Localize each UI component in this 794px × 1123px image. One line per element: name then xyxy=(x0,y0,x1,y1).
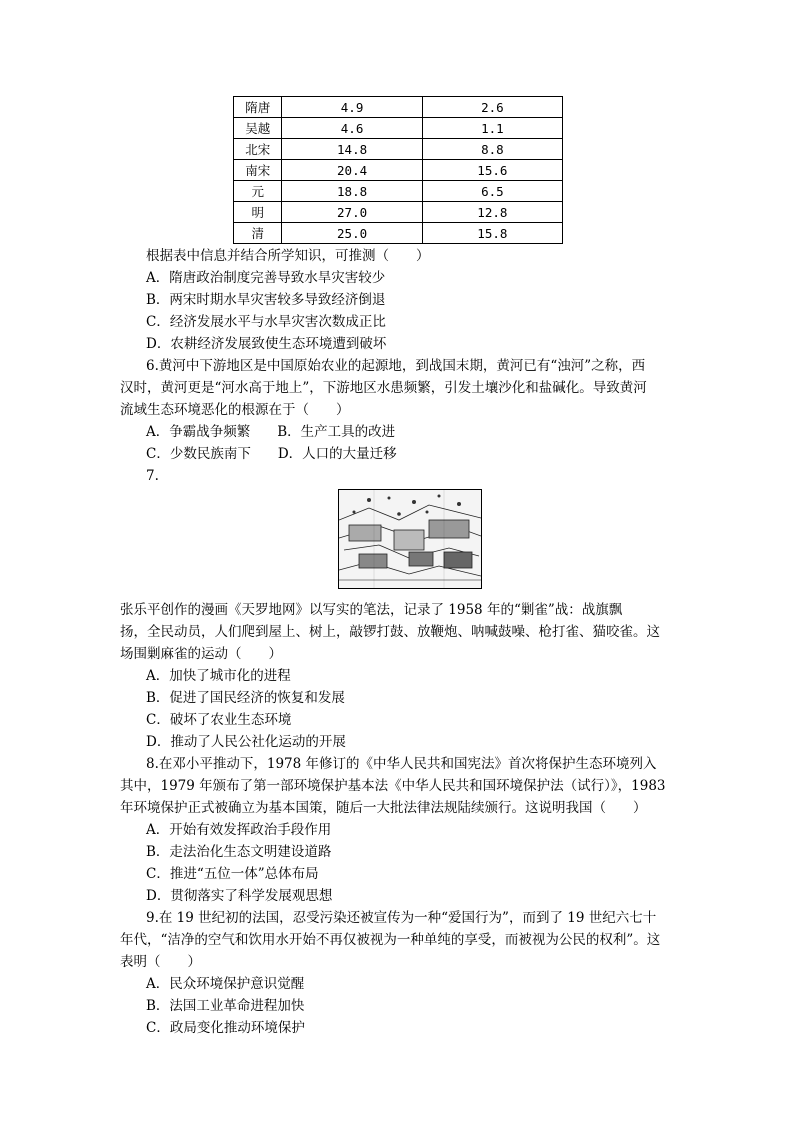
table-cell-value: 4.6 xyxy=(282,118,422,139)
table-cell-dynasty: 明 xyxy=(234,202,282,223)
table-cell-dynasty: 北宋 xyxy=(234,139,282,160)
q8-option-c: C．推进“五位一体”总体布局 xyxy=(146,866,319,882)
q8-stem-line: 8.在邓小平推动下，1978 年修订的《中华人民共和国宪法》首次将保护生态环境列入 xyxy=(146,756,657,772)
table-cell-dynasty: 元 xyxy=(234,181,282,202)
table-cell-value: 14.8 xyxy=(282,139,422,160)
cartoon-illustration xyxy=(338,489,482,589)
table-cell-value: 4.9 xyxy=(282,97,422,118)
table-cell-value: 20.4 xyxy=(282,160,422,181)
q9-option-c: C．政局变化推动环境保护 xyxy=(146,1020,305,1036)
table-cell-value: 15.8 xyxy=(422,223,562,244)
q5-option-d: D．农耕经济发展致使生态环境遭到破坏 xyxy=(146,336,387,352)
table-row xyxy=(234,202,563,223)
table-cell-value: 25.0 xyxy=(282,223,422,244)
q7-option-b: B．促进了国民经济的恢复和发展 xyxy=(146,690,345,706)
table-row xyxy=(234,181,563,202)
disaster-data-table xyxy=(233,96,563,244)
table-cell-dynasty: 吴越 xyxy=(234,118,282,139)
q6-options-ab: A．争霸战争频繁 B．生产工具的改进 xyxy=(146,424,396,440)
table-row xyxy=(234,97,563,118)
table-cell-dynasty: 隋唐 xyxy=(234,97,282,118)
table-cell-value: 2.6 xyxy=(422,97,562,118)
table-cell-value: 15.6 xyxy=(422,160,562,181)
table-row xyxy=(234,118,563,139)
q6-stem-line: 流域生态环境恶化的根源在于（ ） xyxy=(120,402,350,418)
table-cell-value: 27.0 xyxy=(282,202,422,223)
table-cell-value: 18.8 xyxy=(282,181,422,202)
table-row xyxy=(234,223,563,244)
q5-option-a: A．隋唐政治制度完善导致水旱灾害较少 xyxy=(146,270,386,286)
table-cell-value: 6.5 xyxy=(422,181,562,202)
q6-options-cd: C．少数民族南下 D．人口的大量迁移 xyxy=(146,446,397,462)
q9-stem-line: 9.在 19 世纪初的法国，忍受污染还被宣传为一种“爱国行为”，而到了 19 世纪六七十 xyxy=(146,910,657,926)
q7-option-d: D．推动了人民公社化运动的开展 xyxy=(146,734,346,750)
q9-stem-line: 年代，“洁净的空气和饮用水开始不再仅被视为一种单纯的享受，而被视为公民的权利”。这 xyxy=(120,932,661,948)
q8-stem-line: 其中，1979 年颁布了第一部环境保护基本法《中华人民共和国环境保护法（试行）》，1983 xyxy=(120,778,666,794)
q8-option-b: B．走法治化生态文明建设道路 xyxy=(146,844,332,860)
q6-stem-line: 6.黄河中下游地区是中国原始农业的起源地，到战国末期，黄河已有“浊河”之称，西 xyxy=(146,358,646,374)
table-row xyxy=(234,139,563,160)
q8-option-a: A．开始有效发挥政治手段作用 xyxy=(146,822,332,838)
q7-stem-line: 场围剿麻雀的运动（ ） xyxy=(120,646,282,662)
q7-stem-line: 张乐平创作的漫画《天罗地网》以写实的笔法，记录了 1958 年的“剿雀”战：战旗飘 xyxy=(120,602,623,618)
q5-option-b: B．两宋时期水旱灾害较多导致经济倒退 xyxy=(146,292,386,308)
q9-option-a: A．民众环境保护意识觉醒 xyxy=(146,976,305,992)
table-cell-value: 12.8 xyxy=(422,202,562,223)
q7-stem-line: 扬，全民动员，人们爬到屋上、树上，敲锣打鼓、放鞭炮、呐喊鼓噪、枪打雀、猫咬雀。这 xyxy=(120,624,660,640)
q7-number: 7. xyxy=(146,468,159,484)
q9-option-b: B．法国工业革命进程加快 xyxy=(146,998,305,1014)
cartoon-drawing xyxy=(339,490,481,588)
table-cell-value: 8.8 xyxy=(422,139,562,160)
q5-option-c: C．经济发展水平与水旱灾害次数成正比 xyxy=(146,314,386,330)
q7-option-a: A．加快了城市化的进程 xyxy=(146,668,291,684)
q7-option-c: C．破坏了农业生态环境 xyxy=(146,712,292,728)
q6-stem-line: 汉时，黄河更是“河水高于地上”，下游地区水患频繁，引发土壤沙化和盐碱化。导致黄河 xyxy=(120,380,647,396)
q8-option-d: D．贯彻落实了科学发展观思想 xyxy=(146,888,333,904)
table-row xyxy=(234,160,563,181)
q9-stem-line: 表明（ ） xyxy=(120,954,201,970)
q5-stem: 根据表中信息并结合所学知识，可推测（ ） xyxy=(146,248,430,264)
q8-stem-line: 年环境保护正式被确立为基本国策，随后一大批法律法规陆续颁行。这说明我国（ ） xyxy=(120,800,647,816)
table-cell-dynasty: 南宋 xyxy=(234,160,282,181)
table-cell-value: 1.1 xyxy=(422,118,562,139)
table-cell-dynasty: 清 xyxy=(234,223,282,244)
